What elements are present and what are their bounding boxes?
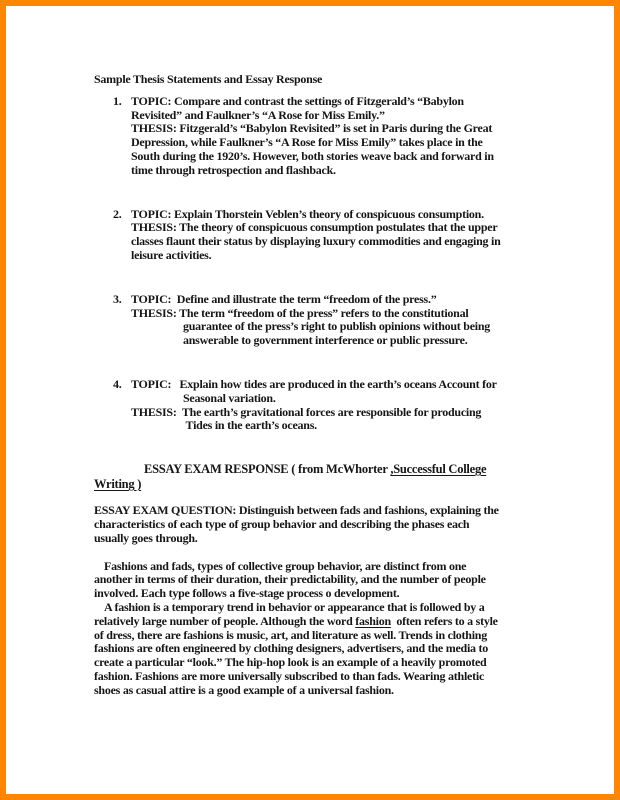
text-segment: THESIS: The earth’s gravitational forces are responsible for producing — [131, 404, 482, 419]
list-item — [94, 293, 594, 348]
text-segment: another in terms of their duration, their predictability, and the number of people — [94, 572, 486, 587]
text-line — [131, 122, 594, 136]
text-segment: fashion. Fashions are more universally subscribed to than fads. Wearing athletic — [94, 668, 485, 683]
text-segment: ESSAY EXAM QUESTION: Distinguish between fads and fashions, explaining the — [94, 503, 499, 518]
text-line — [131, 406, 594, 420]
essay-exam-question-paragraph — [94, 504, 594, 545]
underlined-text: Writing ) — [94, 477, 142, 492]
text-line — [104, 601, 594, 615]
list-item-number: 4. — [113, 376, 122, 391]
text-line — [104, 560, 594, 574]
text-line — [144, 462, 594, 477]
list-item — [94, 208, 594, 263]
text-line — [131, 307, 594, 321]
text-line — [183, 320, 594, 334]
text-line — [94, 532, 594, 546]
text-segment: classes flaunt their status by displaying luxury commodities and engaging in — [131, 234, 501, 249]
text-line — [94, 670, 594, 684]
text-segment: guarantee of the press’s right to publish opinions without being — [183, 319, 491, 334]
document-body — [6, 6, 614, 698]
text-line — [183, 392, 594, 406]
text-segment: TOPIC: Explain how tides are produced in the earth’s oceans Account for — [131, 376, 497, 391]
thesis-list — [94, 95, 594, 433]
text-line — [183, 334, 594, 348]
text-line — [131, 378, 594, 392]
text-line — [94, 587, 594, 601]
text-segment: South during the 1920’s. However, both stories weave back and forward in — [131, 148, 494, 163]
text-line — [131, 293, 594, 307]
text-segment: Tides in the earth’s oceans. — [183, 418, 317, 433]
text-line — [131, 235, 594, 249]
text-segment: relatively large number of people. Although the word — [94, 613, 356, 628]
text-segment: answerable to government interference or public pressure. — [183, 333, 468, 348]
text-segment: leisure activities. — [131, 247, 212, 262]
text-segment: Seasonal variation. — [183, 390, 276, 405]
text-segment: Fashions and fads, types of collective group behavior, are distinct from one — [104, 558, 467, 573]
text-segment: fashions are often engineered by clothing designers, advertisers, and the media to — [94, 641, 489, 656]
text-segment: THESIS: The term “freedom of the press” refers to the constitutional — [131, 305, 469, 320]
body-paragraph-fashion-definition — [94, 601, 594, 698]
essay-exam-response-heading — [94, 462, 594, 492]
text-segment: TOPIC: Explain Thorstein Veblen’s theory of conspicuous consumption. — [131, 206, 484, 221]
text-segment: shoes as casual attire is a good example of a universal fashion. — [94, 682, 394, 697]
text-line — [131, 221, 594, 235]
document-title: Sample Thesis Statements and Essay Response — [94, 72, 323, 86]
text-segment: of dress, there are fashions is music, art, and literature as well. Trends in clothing — [94, 627, 487, 642]
underlined-text: fashion — [355, 613, 391, 628]
text-segment: TOPIC: Define and illustrate the term “freedom of the press.” — [131, 291, 437, 306]
text-line — [94, 615, 594, 629]
text-segment: THESIS: Fitzgerald’s “Babylon Revisited” is set in Paris during the Great — [131, 121, 493, 136]
list-item-number: 3. — [113, 291, 122, 306]
text-segment: time through retrospection and flashback. — [131, 162, 336, 177]
text-line — [94, 684, 594, 698]
text-segment: involved. Each type follows a five-stage process o development. — [94, 586, 400, 601]
text-line — [94, 504, 594, 518]
text-segment: ESSAY EXAM RESPONSE ( from McWhorter — [144, 462, 391, 477]
text-line — [131, 136, 594, 150]
list-item — [94, 378, 594, 433]
text-line — [131, 109, 594, 123]
text-line — [94, 518, 594, 532]
text-line — [94, 642, 594, 656]
text-segment: TOPIC: Compare and contrast the settings of Fitzgerald’s “Babylon — [131, 93, 464, 108]
text-line — [183, 419, 594, 433]
text-segment: create a particular “look.” The hip-hop look is an example of a heavily promoted — [94, 655, 487, 670]
text-segment: usually goes through. — [94, 530, 198, 545]
text-line — [131, 164, 594, 178]
text-segment: THESIS: The theory of conspicuous consumption postulates that the upper — [131, 220, 498, 235]
text-line — [94, 573, 594, 587]
underlined-text: ,Successful College — [390, 462, 487, 477]
text-line — [131, 95, 594, 109]
list-item-number: 1. — [113, 93, 122, 108]
text-segment: Depression, while Faulkner’s “A Rose for Miss Emily” takes place in the — [131, 135, 483, 150]
text-line — [131, 208, 594, 222]
text-line — [131, 249, 594, 263]
text-line — [131, 150, 594, 164]
text-segment: Revisited” and Faulkner’s “A Rose for Miss Emily.” — [131, 107, 385, 122]
text-segment: A fashion is a temporary trend in behavior or appearance that is followed by a — [104, 599, 485, 614]
list-item-number: 2. — [113, 206, 122, 221]
text-segment: characteristics of each type of group behavior and describing the phases each — [94, 516, 470, 531]
text-line — [94, 477, 594, 492]
text-segment: often refers to a style — [390, 613, 498, 628]
list-item — [94, 95, 594, 178]
text-line — [94, 656, 594, 670]
text-line — [94, 629, 594, 643]
body-paragraph-fads-fashions — [94, 560, 594, 601]
